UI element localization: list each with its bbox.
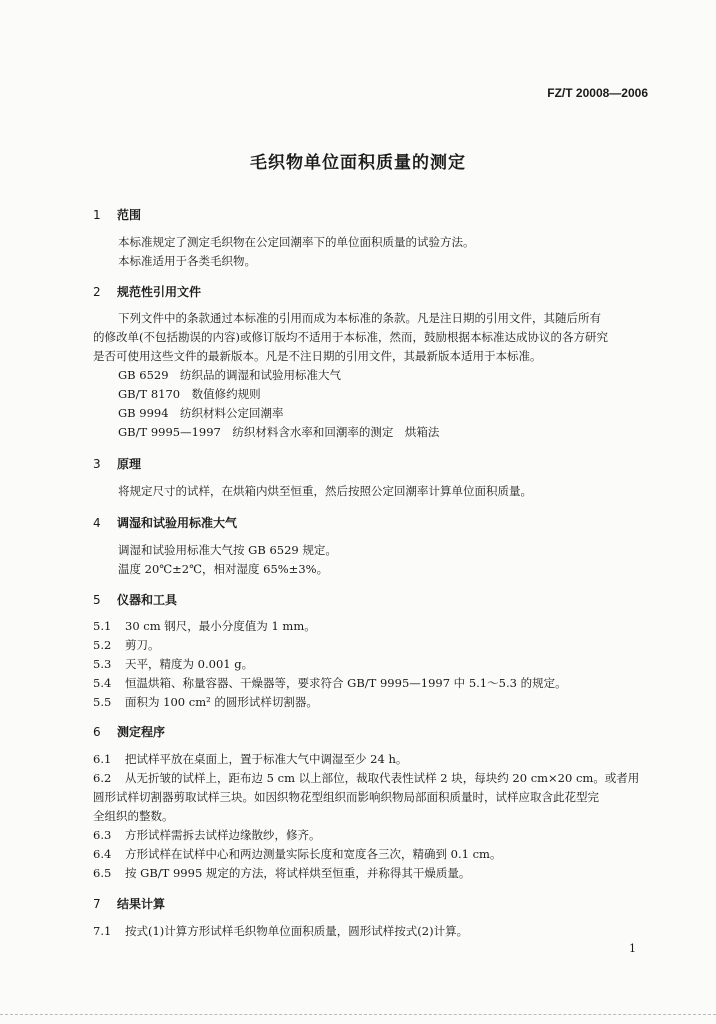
reference-item: GB 6529 纺织品的调湿和试验用标准大气 xyxy=(118,368,342,382)
paragraph-line: 下列文件中的条款通过本标准的引用而成为本标准的条款。凡是注日期的引用文件，其随后所有 xyxy=(118,311,601,325)
list-item: 6.5 按 GB/T 9995 规定的方法，将试样烘至恒重，并称得其干燥质量。 xyxy=(93,866,471,880)
list-item: 5.2 剪刀。 xyxy=(93,638,160,652)
paragraph: 调湿和试验用标准大气按 GB 6529 规定。 xyxy=(118,543,337,557)
page-number: 1 xyxy=(629,942,636,955)
paragraph-line: 全组织的整数。 xyxy=(93,809,174,823)
scan-edge-divider xyxy=(0,1014,716,1015)
list-item: 7.1 按式(1)计算方形试样毛织物单位面积质量，圆形试样按式(2)计算。 xyxy=(93,924,469,938)
standard-code: FZ/T 20008—2006 xyxy=(547,86,648,100)
document-title: 毛织物单位面积质量的测定 xyxy=(250,153,466,173)
list-item: 6.2 从无折皱的试样上，距布边 5 cm 以上部位，裁取代表性试样 2 块，每块约 20 cm×20 cm。或者用 xyxy=(93,771,640,785)
list-item: 6.4 方形试样在试样中心和两边测量实际长度和宽度各三次，精确到 0.1 cm。 xyxy=(93,847,502,861)
paragraph: 本标准适用于各类毛织物。 xyxy=(118,254,256,268)
list-item: 5.4 恒温烘箱、称量容器、干燥器等，要求符合 GB/T 9995—1997 中 5.1～5.3 的规定。 xyxy=(93,676,567,690)
paragraph: 本标准规定了测定毛织物在公定回潮率下的单位面积质量的试验方法。 xyxy=(118,235,475,249)
section-6-heading: 6 测定程序 xyxy=(93,725,166,739)
paragraph: 温度 20℃±2℃，相对湿度 65%±3%。 xyxy=(118,562,329,576)
list-item: 6.3 方形试样需拆去试样边缘散纱，修齐。 xyxy=(93,828,321,842)
reference-item: GB/T 9995—1997 纺织材料含水率和回潮率的测定 烘箱法 xyxy=(118,425,440,439)
paragraph-line: 的修改单(不包括勘误的内容)或修订版均不适用于本标准，然而，鼓励根据本标准达成协议的各方研究 xyxy=(93,330,608,344)
section-4-heading: 4 调湿和试验用标准大气 xyxy=(93,516,238,530)
list-item: 5.1 30 cm 钢尺，最小分度值为 1 mm。 xyxy=(93,619,316,633)
reference-item: GB/T 8170 数值修约规则 xyxy=(118,387,261,401)
reference-item: GB 9994 纺织材料公定回潮率 xyxy=(118,406,284,420)
section-3-heading: 3 原理 xyxy=(93,457,142,471)
section-7-heading: 7 结果计算 xyxy=(93,897,166,911)
list-item: 5.5 面积为 100 cm² 的圆形试样切割器。 xyxy=(93,695,318,709)
list-item: 5.3 天平，精度为 0.001 g。 xyxy=(93,657,254,671)
paragraph: 将规定尺寸的试样，在烘箱内烘至恒重，然后按照公定回潮率计算单位面积质量。 xyxy=(118,484,532,498)
paragraph-line: 圆形试样切割器剪取试样三块。如因织物花型组织而影响织物局部面积质量时，试样应取含此花型完 xyxy=(93,790,599,804)
paragraph-line: 是否可使用这些文件的最新版本。凡是不注日期的引用文件，其最新版本适用于本标准。 xyxy=(93,349,542,363)
section-5-heading: 5 仪器和工具 xyxy=(93,593,178,607)
list-item: 6.1 把试样平放在桌面上，置于标准大气中调湿至少 24 h。 xyxy=(93,752,408,766)
section-1-heading: 1 范围 xyxy=(93,208,142,222)
section-2-heading: 2 规范性引用文件 xyxy=(93,285,202,299)
